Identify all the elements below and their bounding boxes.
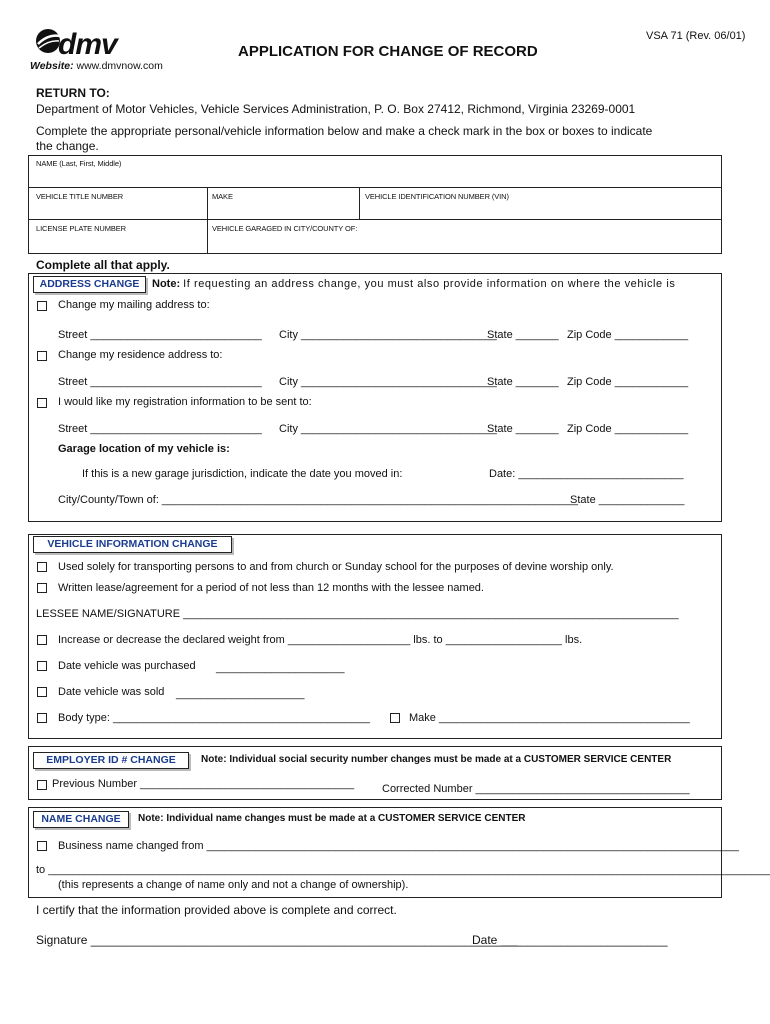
mailing-city-field[interactable]: City ________________________________ [279,329,497,341]
name-field-label[interactable]: NAME (Last, First, Middle) [36,159,122,168]
address-change-note [152,278,675,290]
return-to-label: RETURN TO: [36,86,110,100]
garage-state-field[interactable]: State ______________ [570,494,685,506]
employer-corrected-field[interactable]: Corrected Number ___________________________________ [382,783,690,795]
residence-address-label: Change my residence address to: [58,349,223,361]
name-change-note: Note: Individual name changes must be made at a CUSTOMER SERVICE CENTER [138,813,526,824]
residence-city-field[interactable]: City ________________________________ [279,376,497,388]
lessee-name-field[interactable]: LESSEE NAME/SIGNATURE _________________________________________________________________________________ [36,608,679,620]
church-transport-checkbox[interactable] [37,562,47,572]
employer-previous-checkbox[interactable] [37,780,47,790]
website-label: Website: [30,60,74,72]
registration-state-field[interactable]: State _______ [487,423,559,435]
garaged-field-label[interactable]: VEHICLE GARAGED IN CITY/COUNTY OF: [212,224,358,233]
date-sold-label: Date vehicle was sold [58,686,165,698]
residence-street-field[interactable]: Street ____________________________ [58,376,262,388]
signature-date-field[interactable]: Date _________________________ [472,933,668,947]
note-label: Note: [152,278,181,290]
date-sold-field[interactable]: _____________________ [176,688,305,700]
name-change-tab: NAME CHANGE [33,811,129,828]
instructions-line1: Complete the appropriate personal/vehicle information below and make a check mark in the box or boxes to indicate [36,124,653,138]
mailing-street-field[interactable]: Street ____________________________ [58,329,262,341]
address-change-tab: ADDRESS CHANGE [33,276,146,293]
vehicle-info-grid [28,155,722,254]
date-purchased-label: Date vehicle was purchased [58,660,196,672]
vin-field-label[interactable]: VEHICLE IDENTIFICATION NUMBER (VIN) [365,192,509,201]
employer-previous-field[interactable]: Previous Number ___________________________________ [52,778,355,790]
registration-address-checkbox[interactable] [37,398,47,408]
registration-address-label: I would like my registration information to be sent to: [58,396,312,408]
date-sold-checkbox[interactable] [37,687,47,697]
date-purchased-field[interactable]: _____________________ [216,662,345,674]
employer-id-note: Note: Individual social security number changes must be made at a CUSTOMER SERVICE CENTER [201,754,672,765]
residence-zip-field[interactable]: Zip Code ____________ [567,376,689,388]
employer-id-tab: EMPLOYER ID # CHANGE [33,752,189,769]
residence-address-checkbox[interactable] [37,351,47,361]
moved-in-date-field[interactable]: Date: ___________________________ [489,468,684,480]
weight-change-field[interactable]: Increase or decrease the declared weight from ____________________ lbs. to ___________________ lbs. [58,634,583,646]
new-jurisdiction-label: If this is a new garage jurisdiction, indicate the date you moved in: [82,468,403,480]
mailing-address-label: Change my mailing address to: [58,299,210,311]
weight-change-checkbox[interactable] [37,635,47,645]
lease-label: Written lease/agreement for a period of not less than 12 months with the lessee named. [58,582,484,594]
instructions-line2: the change. [36,139,99,153]
registration-zip-field[interactable]: Zip Code ____________ [567,423,689,435]
body-type-checkbox[interactable] [37,713,47,723]
make-checkbox[interactable] [390,713,400,723]
website [30,60,163,72]
complete-all-heading: Complete all that apply. [36,258,170,272]
business-name-to-field[interactable]: to ______________________________________________________________________________________________________________________ [36,864,770,876]
garage-city-county-field[interactable]: City/County/Town of: ____________________________________________________________________ [58,494,578,506]
registration-street-field[interactable]: Street ____________________________ [58,423,262,435]
mailing-state-field[interactable]: State _______ [487,329,559,341]
mailing-zip-field[interactable]: Zip Code ____________ [567,329,689,341]
signature-field[interactable]: Signature ________________________________________________________________ [36,933,518,947]
church-transport-label: Used solely for transporting persons to and from church or Sunday school for the purposes of devine worship only. [58,561,614,573]
return-to-address: Department of Motor Vehicles, Vehicle Services Administration, P. O. Box 27412, Richmond, Virginia 23269-0001 [36,102,636,116]
certify-statement: I certify that the information provided above is complete and correct. [36,903,397,917]
page-title: APPLICATION FOR CHANGE OF RECORD [238,43,538,60]
make-field-label[interactable]: MAKE [212,192,233,201]
body-type-field[interactable]: Body type: __________________________________________ [58,712,370,724]
website-url[interactable]: www.dmvnow.com [76,60,163,72]
garage-location-label: Garage location of my vehicle is: [58,443,230,455]
logo-text: dmv [58,28,117,61]
plate-field-label[interactable]: LICENSE PLATE NUMBER [36,224,126,233]
date-purchased-checkbox[interactable] [37,661,47,671]
name-change-represents-text: (this represents a change of name only and not a change of ownership). [58,879,409,891]
business-name-from-field[interactable]: Business name changed from _______________________________________________________________________________________ [58,840,739,852]
lease-checkbox[interactable] [37,583,47,593]
residence-state-field[interactable]: State _______ [487,376,559,388]
make-field[interactable]: Make _________________________________________ [409,712,690,724]
title-number-field-label[interactable]: VEHICLE TITLE NUMBER [36,192,124,201]
form-number: VSA 71 (Rev. 06/01) [646,30,746,42]
business-name-checkbox[interactable] [37,841,47,851]
registration-city-field[interactable]: City ________________________________ [279,423,497,435]
vehicle-info-change-tab: VEHICLE INFORMATION CHANGE [33,536,232,553]
mailing-address-checkbox[interactable] [37,301,47,311]
note-text: If requesting an address change, you must also provide information on where the vehicle is [183,278,676,290]
